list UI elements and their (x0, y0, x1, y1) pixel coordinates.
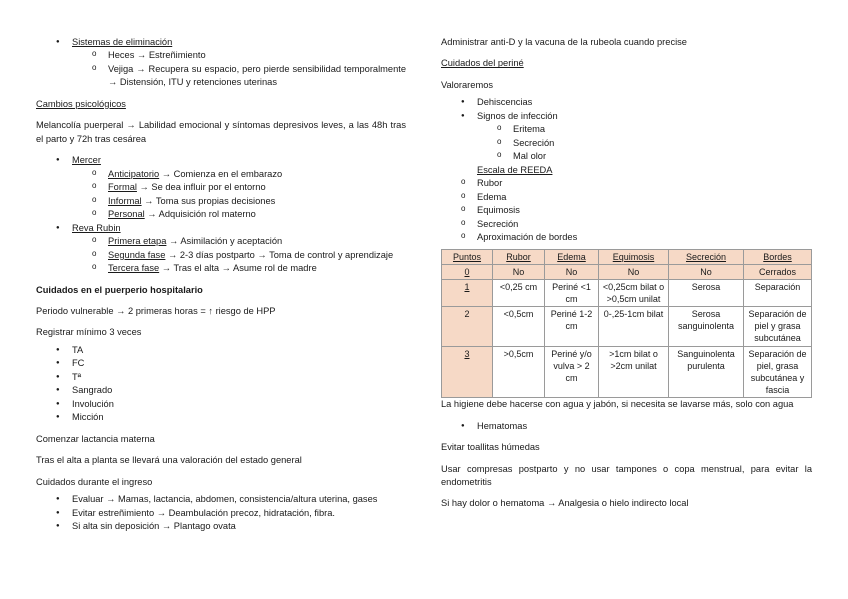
table-cell: >1cm bilat o >2cm unilat (599, 346, 669, 398)
vulnerable-period-text: Periodo vulnerable → 2 primeras horas = ↑ riesgo de HPP (36, 305, 276, 316)
table-cell: Cerrados (744, 264, 812, 279)
table-cell: Separación de piel y grasa subcutánea (744, 307, 812, 346)
table-header: Edema (545, 249, 599, 264)
assess-text: Valoraremos (441, 79, 494, 90)
wipes-text: Evitar toallitas húmedas (441, 442, 540, 453)
list-item (72, 235, 406, 248)
table-cell: No (493, 264, 545, 279)
mercer-sublist (72, 168, 406, 222)
reeda-list (441, 177, 812, 244)
list-item (441, 110, 812, 164)
left-column (36, 36, 406, 534)
right-column (441, 36, 812, 511)
table-row (442, 264, 812, 279)
table-cell: >0,5cm (493, 346, 545, 398)
list-item: o Secreción (441, 218, 812, 231)
list-item: o Rubor (441, 177, 812, 190)
stage-term: Formal (108, 182, 137, 193)
table-cell: Periné 1-2 cm (545, 307, 599, 346)
list-item: ● Tª (36, 371, 406, 384)
theorists-list (36, 154, 406, 275)
table-cell: 0 (442, 264, 493, 279)
pain-text: Si hay dolor o hematoma → Analgesia o hielo indirecto local (441, 498, 689, 509)
list-item: ● Evaluar → Mamas, lactancia, abdomen, consistencia/altura uterina, gases (36, 493, 406, 506)
list-item (72, 168, 406, 181)
reva-sublist (72, 235, 406, 275)
vitals-list (36, 344, 406, 425)
table-cell: <0,5cm (493, 307, 545, 346)
elimination-heading: Sistemas de eliminación (72, 37, 173, 47)
table-cell: Sanguinolenta purulenta (669, 346, 744, 398)
table-cell: No (599, 264, 669, 279)
hygiene-text: La higiene debe hacerse con agua y jabón, si necesita se lavarse más, solo con agua (441, 399, 794, 410)
list-item: o Aproximación de bordes (441, 231, 812, 244)
table-cell: Periné <1 cm (545, 279, 599, 306)
admission-care-heading: Cuidados durante el ingreso (36, 476, 153, 487)
infection-label: Signos de infección (477, 110, 558, 121)
reeda-heading: Escala de REEDA (477, 164, 553, 175)
assessment-list (441, 96, 812, 163)
table-cell: <0,25 cm (493, 279, 545, 306)
table-cell: Serosa (669, 279, 744, 306)
mercer-label: Mercer (72, 155, 101, 166)
list-item (72, 249, 406, 262)
table-cell: 3 (442, 346, 493, 398)
list-item: o Secreción (477, 137, 812, 150)
list-item: ● Involución (36, 398, 406, 411)
elimination-list (36, 36, 406, 90)
list-item: ● Si alta sin deposición → Plantago ovata (36, 520, 406, 533)
list-item (36, 36, 406, 90)
elimination-sublist (72, 49, 406, 89)
register-text: Registrar mínimo 3 veces (36, 327, 142, 338)
list-item (72, 208, 406, 221)
list-item: ● TA (36, 344, 406, 357)
stage-term: Segunda fase (108, 249, 166, 260)
stage-desc: → Comienza en el embarazo (159, 168, 283, 179)
stage-term: Anticipatorio (108, 168, 160, 179)
table-row (442, 279, 812, 306)
stage-desc: → Toma sus propias decisiones (141, 195, 276, 206)
table-cell: Separación de piel, grasa subcutánea y fascia (744, 346, 812, 398)
list-item (36, 222, 406, 276)
list-item: ● FC (36, 357, 406, 370)
table-cell: Separación (744, 279, 812, 306)
stage-desc: → Tras el alta → Asume rol de madre (159, 263, 317, 274)
infection-sublist (477, 123, 812, 163)
table-row (442, 307, 812, 346)
stage-term: Primera etapa (108, 236, 167, 247)
table-cell: Serosa sanguinolenta (669, 307, 744, 346)
stage-term: Tercera fase (108, 263, 160, 274)
stage-desc: → 2-3 días postparto → Toma de control y aprendizaje (165, 249, 394, 260)
list-item (72, 262, 406, 275)
list-item: ● Sangrado (36, 384, 406, 397)
list-item: ● Hematomas (441, 420, 812, 433)
stage-term: Personal (108, 209, 145, 220)
table-header: Secreción (669, 249, 744, 264)
table-cell: 0-,25-1cm bilat (599, 307, 669, 346)
anti-d-text: Administrar anti-D y la vacuna de la rubeola cuando precise (441, 37, 687, 47)
list-item: o Eritema (477, 123, 812, 136)
table-header: Puntos (442, 249, 493, 264)
reeda-table (441, 249, 812, 399)
after-discharge-text: Tras el alta a planta se llevará una valoración del estado general (36, 455, 302, 466)
reeda-block (441, 164, 812, 177)
list-item: ● Evitar estreñimiento → Deambulación precoz, hidratación, fibra. (36, 507, 406, 520)
list-item: o Heces → Estreñimiento (72, 49, 406, 62)
reva-rubin-label: Reva Rubin (72, 222, 121, 233)
list-item: o Edema (441, 191, 812, 204)
table-header: Bordes (744, 249, 812, 264)
table-header: Equimosis (599, 249, 669, 264)
melancholy-text: Melancolía puerperal → Labilidad emocional y síntomas depresivos leves, a las 48h tras el parto y 72h tras cesárea (36, 120, 406, 144)
list-item: o Equimosis (441, 204, 812, 217)
hospital-care-heading: Cuidados en el puerperio hospitalario (36, 284, 203, 295)
pads-text: Usar compresas postparto y no usar tampones o copa menstrual, para evitar la endometritis (441, 463, 812, 487)
stage-term: Informal (108, 195, 142, 206)
stage-desc: → Adquisición rol materno (144, 209, 256, 220)
list-item (72, 181, 406, 194)
table-cell: Periné y/o vulva > 2 cm (545, 346, 599, 398)
psychological-heading: Cambios psicológicos (36, 98, 126, 109)
table-header: Rubor (493, 249, 545, 264)
lactation-text: Comenzar lactancia materna (36, 433, 155, 444)
perineum-heading: Cuidados del periné (441, 58, 524, 69)
table-cell: No (545, 264, 599, 279)
list-item: o Mal olor (477, 150, 812, 163)
stage-desc: → Asimilación y aceptación (166, 236, 283, 247)
table-row (442, 346, 812, 398)
list-item (36, 154, 406, 221)
table-cell: <0,25cm bilat o >0,5cm unilat (599, 279, 669, 306)
table-cell: No (669, 264, 744, 279)
list-item: o Vejiga → Recupera su espacio, pero pierde sensibilidad temporalmente → Distensión, ITU y retenciones uterinas (72, 63, 406, 90)
table-cell: 2 (442, 307, 493, 346)
hematoma-list (441, 420, 812, 433)
table-header-row (442, 249, 812, 264)
list-item: ● Dehiscencias (441, 96, 812, 109)
table-cell: 1 (442, 279, 493, 306)
stage-desc: → Se dea influir por el entorno (136, 182, 266, 193)
admission-care-list (36, 493, 406, 533)
list-item: ● Micción (36, 411, 406, 424)
list-item (72, 195, 406, 208)
